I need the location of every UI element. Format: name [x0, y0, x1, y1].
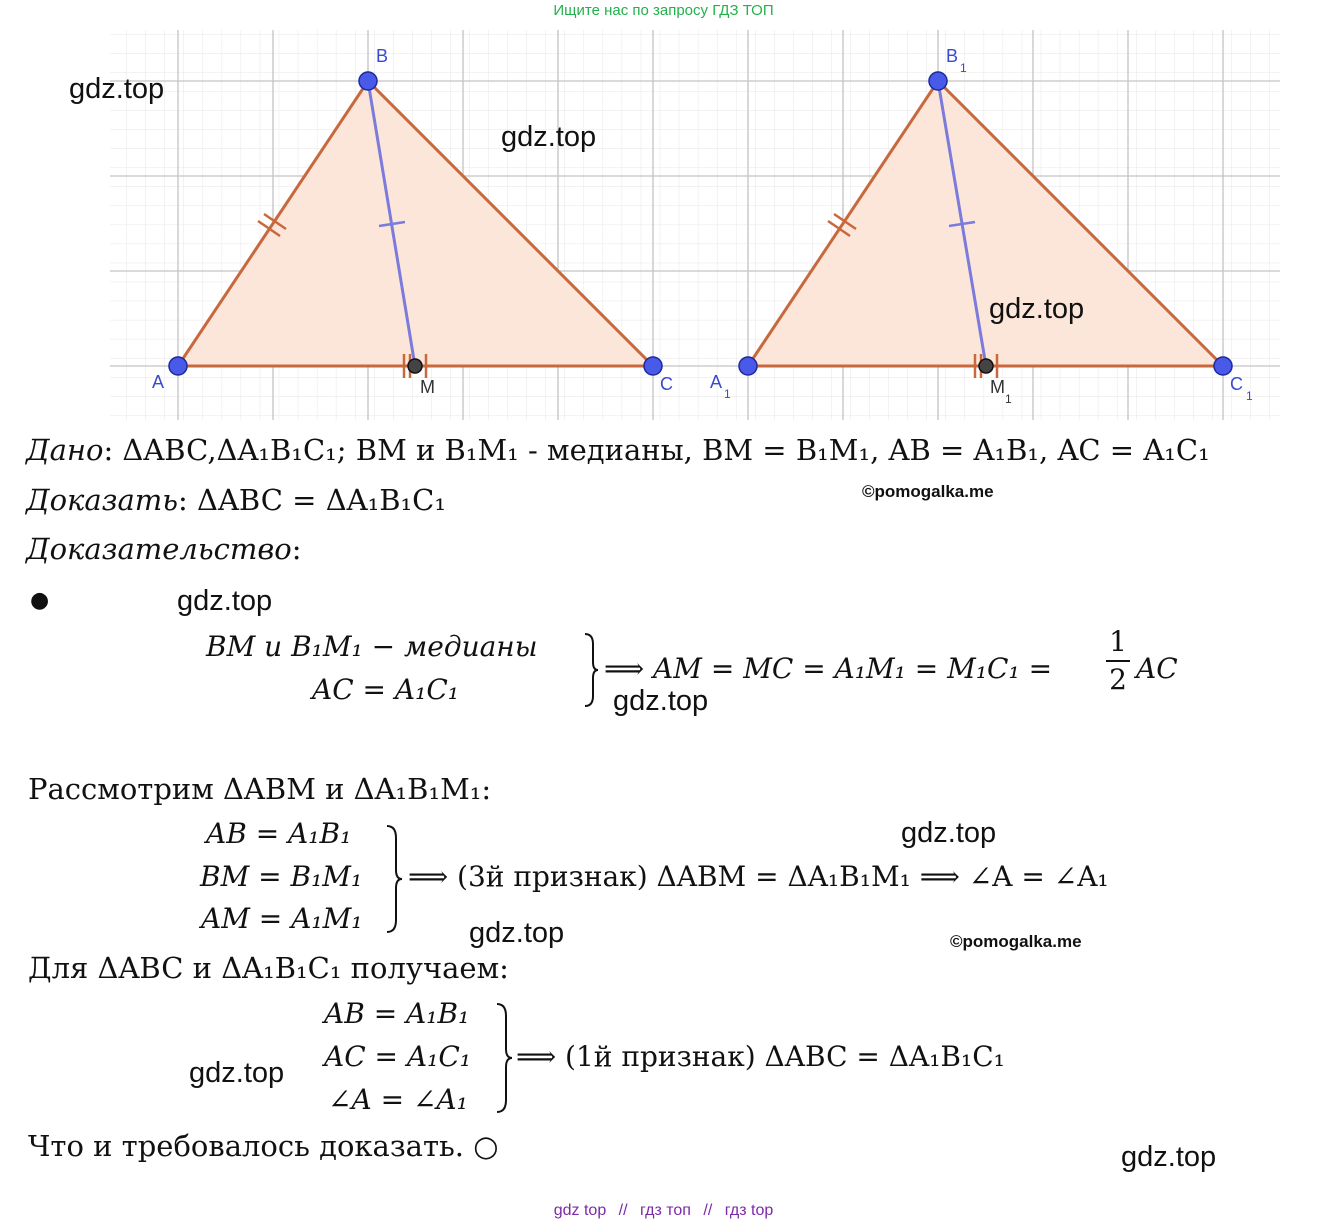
pomogalka-watermark: ©pomogalka.me	[950, 932, 1082, 951]
watermark: gdz.top	[613, 685, 709, 717]
step2-line-1: AB = A₁B₁	[206, 817, 352, 850]
watermark: gdz.top	[469, 917, 565, 949]
watermark: gdz.top	[69, 73, 165, 105]
footer-link[interactable]: гдз топ	[640, 1202, 691, 1219]
label-m: M	[420, 377, 435, 397]
brace-3	[494, 1002, 514, 1114]
step3-line-3: ∠A = ∠A₁	[328, 1083, 468, 1116]
step2-result: ⟹ (3й признак) ΔABM = ΔA₁B₁M₁ ⟹ ∠A = ∠A₁	[408, 860, 1109, 893]
given-text: : ΔABC,ΔA₁B₁C₁; BM и B₁M₁ - медианы, BM = B₁M₁, AB = A₁B₁, AC = A₁C₁	[103, 433, 1210, 467]
footer-link[interactable]: гдз top	[724, 1202, 774, 1219]
watermark: gdz.top	[901, 817, 997, 849]
label-a1: A	[710, 372, 723, 392]
triangles-figure	[0, 0, 1327, 425]
brace-2	[384, 824, 404, 934]
label-a: A	[152, 372, 165, 392]
label-b: B	[376, 46, 389, 66]
given-label: Дано	[26, 433, 104, 467]
step2-intro: Рассмотрим ΔABM и ΔA₁B₁M₁:	[28, 772, 492, 806]
fraction-after: AC	[1136, 652, 1178, 685]
watermark: gdz.top	[989, 293, 1085, 325]
svg-text:1: 1	[1246, 389, 1253, 403]
given-line	[26, 432, 1210, 468]
brace-1	[582, 632, 600, 708]
svg-text:1: 1	[724, 387, 731, 401]
step3-line-2: AC = A₁C₁	[324, 1040, 471, 1073]
proof-heading: Доказательство:	[26, 532, 302, 566]
label-b1: B	[946, 46, 959, 66]
prove-label: Доказать	[26, 483, 179, 517]
svg-text:1: 1	[960, 61, 967, 75]
bullet: ●	[30, 588, 50, 613]
watermark: gdz.top	[1121, 1141, 1217, 1173]
step3-result: ⟹ (1й признак) ΔABC = ΔA₁B₁C₁	[516, 1040, 1005, 1073]
proof-label: Доказательство	[26, 532, 292, 566]
conclusion: Что и требовалось доказать. ○	[28, 1129, 499, 1163]
step3-intro: Для ΔABC и ΔA₁B₁C₁ получаем:	[28, 951, 509, 985]
top-banner[interactable]: Ищите нас по запросу ГДЗ ТОП	[553, 2, 774, 19]
watermark: gdz.top	[501, 121, 597, 153]
prove-text: : ΔABC = ΔA₁B₁C₁	[178, 483, 446, 517]
footer-link[interactable]: gdz top	[553, 1202, 607, 1219]
step1-line-1: BM и B₁M₁ − медианы	[206, 630, 538, 663]
step1-line-2: AC = A₁C₁	[312, 673, 459, 706]
label-c1: C	[1230, 374, 1243, 394]
step2-line-3: AM = A₁M₁	[201, 902, 363, 935]
step1-result: ⟹ AM = MC = A₁M₁ = M₁C₁ =	[604, 652, 1053, 685]
pomogalka-watermark: ©pomogalka.me	[862, 482, 994, 501]
step2-line-2: BM = B₁M₁	[200, 860, 363, 893]
step3-line-1: AB = A₁B₁	[324, 997, 470, 1030]
watermark: gdz.top	[177, 585, 273, 617]
label-c: C	[660, 374, 673, 394]
footer-links: gdz top // гдз топ // гдз top	[553, 1202, 774, 1219]
watermark: gdz.top	[189, 1057, 285, 1089]
fraction: 1 2	[1106, 626, 1130, 696]
svg-text:1: 1	[1005, 392, 1012, 406]
label-m1: M	[990, 377, 1005, 397]
prove-line	[26, 482, 446, 518]
